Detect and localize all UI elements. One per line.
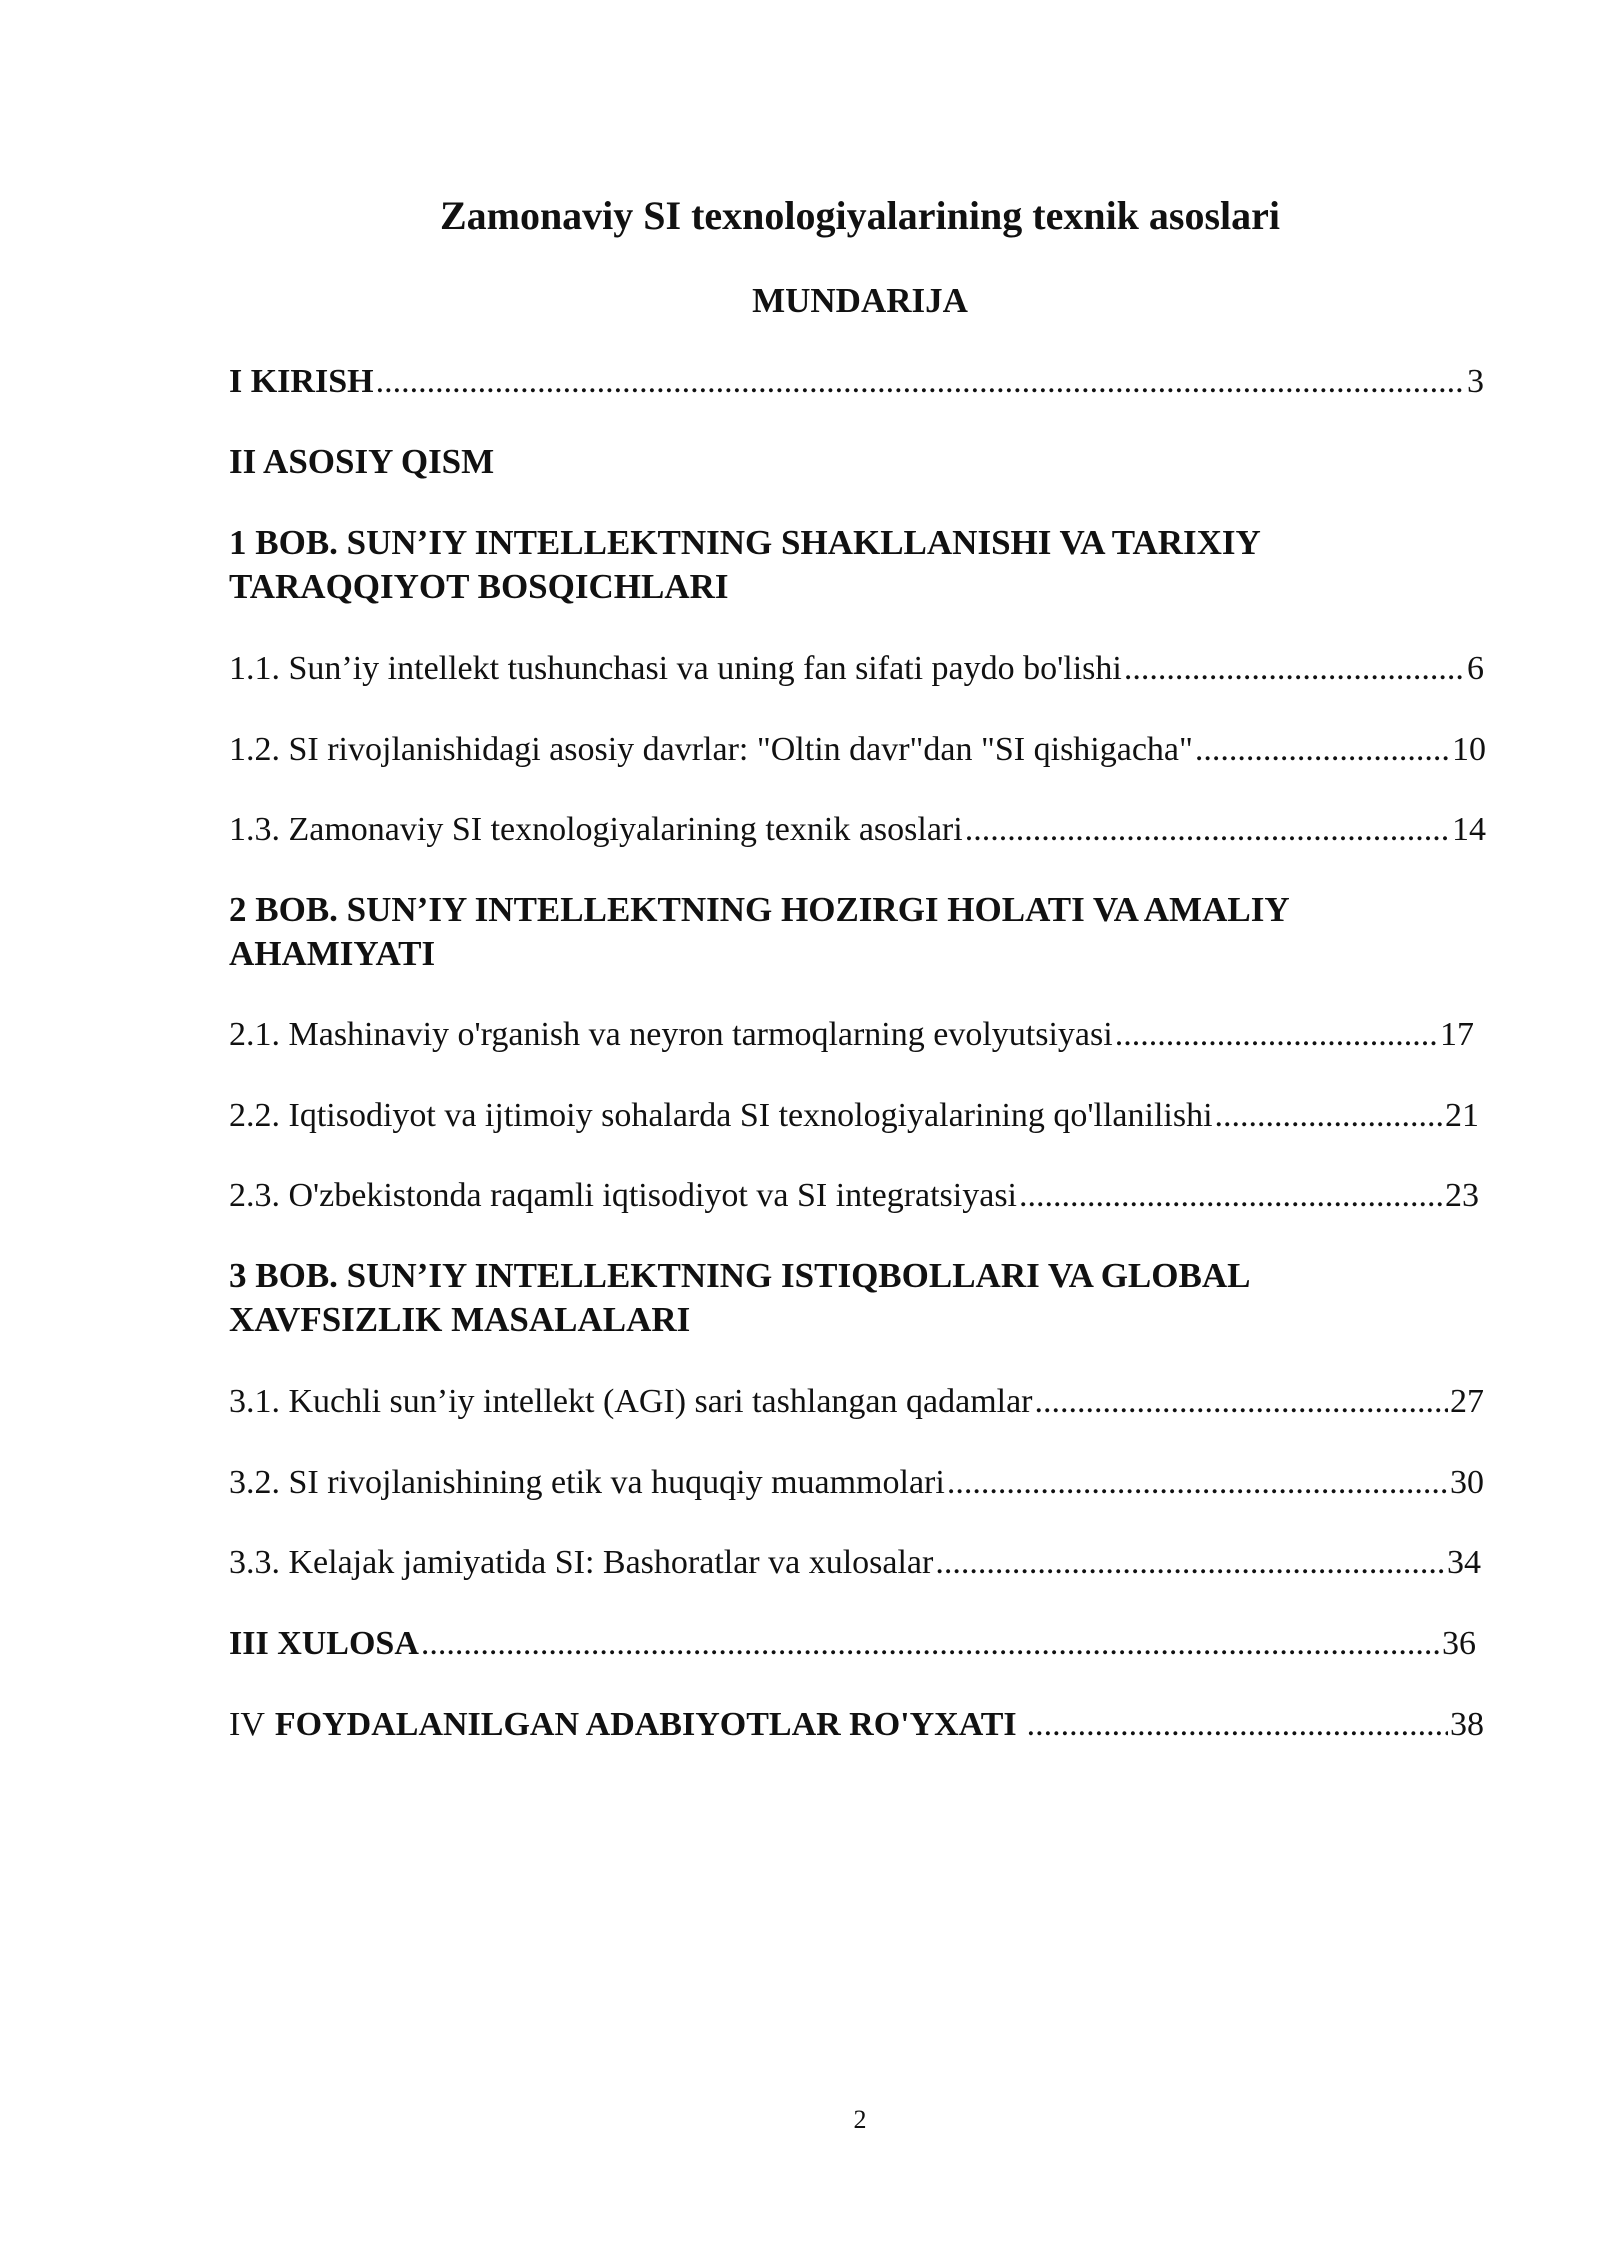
toc-chapter-3[interactable] <box>229 1254 1484 1342</box>
toc-entry-3-3[interactable] <box>229 1541 1481 1585</box>
toc-entry-label: 2.1. Mashinaviy o'rganish va neyron tarmoqlarning evolyutsiyasi <box>229 1016 1113 1053</box>
toc-entry-label: 2.2. Iqtisodiyot va ijtimoiy sohalarda SI texnologiyalarining qo'llanilishi <box>229 1097 1213 1134</box>
toc-entry-page: 27 <box>1450 1383 1484 1420</box>
toc-entry-3-2[interactable] <box>229 1461 1484 1505</box>
toc-entry-3-1[interactable] <box>229 1380 1484 1424</box>
chapter-title-line: 2 BOB. SUN’IY INTELLEKTNING HOZIRGI HOLATI VA AMALIY <box>229 890 1290 929</box>
toc-entry-2-1[interactable] <box>229 1013 1474 1057</box>
toc-entry-1-1[interactable] <box>229 647 1484 691</box>
toc-entry-2-2[interactable] <box>229 1094 1479 1138</box>
toc-entry-label: 3.1. Kuchli sun’iy intellekt (AGI) sari tashlangan qadamlar <box>229 1383 1033 1420</box>
toc-entry-page: 36 <box>1442 1625 1476 1662</box>
dot-leader <box>1019 1174 1443 1218</box>
dot-leader <box>1195 728 1450 772</box>
toc-entry-label: 3.2. SI rivojlanishining etik va huquqiy muammolari <box>229 1464 945 1501</box>
toc-entry-label: FOYDALANILGAN ADABIYOTLAR RO'YXATI <box>274 1706 1017 1743</box>
toc-entry-page: 30 <box>1450 1464 1484 1501</box>
toc-entry-page: 17 <box>1440 1016 1474 1053</box>
dot-leader <box>935 1541 1445 1585</box>
toc-entry-references[interactable] <box>229 1703 1484 1747</box>
dot-leader <box>947 1461 1448 1505</box>
toc-entry-page: 10 <box>1452 731 1486 768</box>
dot-leader <box>1124 647 1465 691</box>
chapter-title-line: AHAMIYATI <box>229 934 436 973</box>
chapter-title-line: 1 BOB. SUN’IY INTELLEKTNING SHAKLLANISHI VA TARIXIY <box>229 523 1261 562</box>
toc-entry-page: 38 <box>1450 1706 1484 1743</box>
page-number: 2 <box>853 2105 867 2134</box>
toc-entry-page: 6 <box>1467 650 1484 687</box>
toc-entry-label: 2.3. O'zbekistonda raqamli iqtisodiyot va SI integratsiyasi <box>229 1177 1017 1214</box>
dot-leader <box>1115 1013 1438 1057</box>
toc-chapter-1[interactable] <box>229 521 1484 609</box>
dot-leader <box>376 360 1465 404</box>
toc-entry-label: I KIRISH <box>229 363 374 400</box>
toc-heading: MUNDARIJA <box>752 281 968 320</box>
toc-entry-page: 3 <box>1467 363 1484 400</box>
toc-entry-intro[interactable] <box>229 360 1484 404</box>
dot-leader <box>1215 1094 1443 1138</box>
dot-leader <box>421 1622 1440 1666</box>
toc-entry-page: 14 <box>1452 811 1486 848</box>
chapter-title-line: XAVFSIZLIK MASALALARI <box>229 1300 691 1339</box>
dot-leader <box>1027 1703 1448 1747</box>
toc-entry-label: 1.3. Zamonaviy SI texnologiyalarining texnik asoslari <box>229 811 963 848</box>
dot-leader <box>1035 1380 1449 1424</box>
document-title: Zamonaviy SI texnologiyalarining texnik asoslari <box>439 193 1281 238</box>
toc-entry-label: III XULOSA <box>229 1625 419 1662</box>
toc-entry-2-3[interactable] <box>229 1174 1479 1218</box>
toc-entry-page: 34 <box>1447 1544 1481 1581</box>
toc-part-main[interactable]: II ASOSIY QISM <box>229 442 495 481</box>
chapter-title-line: TARAQQIYOT BOSQICHLARI <box>229 567 729 606</box>
toc-entry-1-2[interactable] <box>229 728 1486 772</box>
toc-entry-conclusion[interactable] <box>229 1622 1476 1666</box>
dot-leader <box>965 808 1450 852</box>
toc-chapter-2[interactable] <box>229 888 1484 976</box>
toc-entry-label: 1.1. Sun’iy intellekt tushunchasi va uning fan sifati paydo bo'lishi <box>229 650 1122 687</box>
chapter-title-line: 3 BOB. SUN’IY INTELLEKTNING ISTIQBOLLARI VA GLOBAL <box>229 1256 1251 1295</box>
toc-entry-prefix: IV <box>229 1706 265 1743</box>
toc-entry-page: 21 <box>1445 1097 1479 1134</box>
toc-entry-label: 1.2. SI rivojlanishidagi asosiy davrlar: "Oltin davr"dan "SI qishigacha" <box>229 731 1193 768</box>
toc-entry-1-3[interactable] <box>229 808 1486 852</box>
toc-entry-page: 23 <box>1445 1177 1479 1214</box>
toc-entry-label: 3.3. Kelajak jamiyatida SI: Bashoratlar va xulosalar <box>229 1544 934 1581</box>
